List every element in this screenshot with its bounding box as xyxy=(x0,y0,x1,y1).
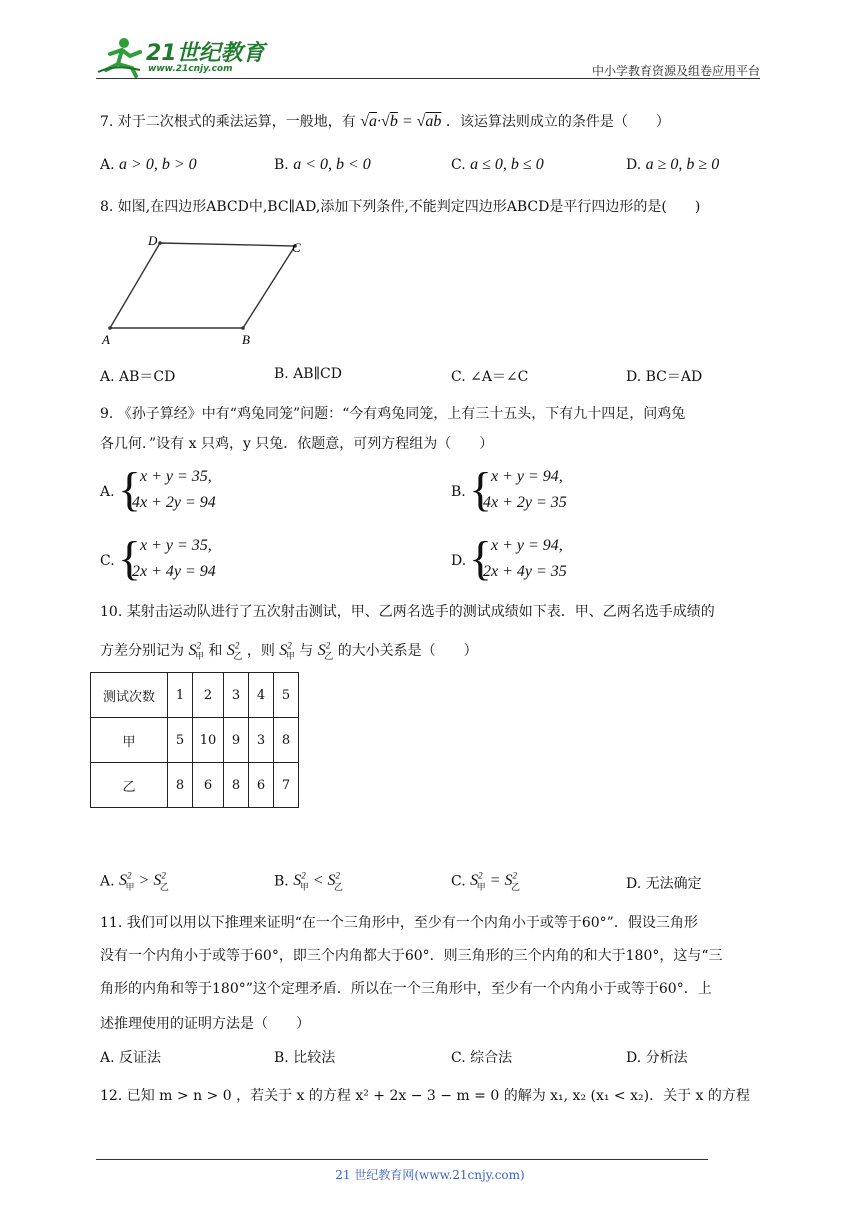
option-math: $S^2_甲 = S^2_乙$ xyxy=(470,871,520,892)
equation-2: 4x + 2y = 35 xyxy=(483,494,567,511)
option-label: C. xyxy=(100,553,115,569)
option-label: B. xyxy=(274,157,289,173)
q8-option-d[interactable]: D. BC＝AD xyxy=(626,369,703,385)
table-row xyxy=(91,763,299,808)
table-cell: 乙 xyxy=(91,763,168,808)
option-label: A. xyxy=(100,873,115,890)
q11-line4: 述推理使用的证明方法是（ ） xyxy=(100,1016,310,1032)
equation-2: 2x + 4y = 94 xyxy=(132,563,216,580)
variance-yi: $S^2_乙$ xyxy=(317,640,334,662)
q10-text-a: 方差分别记为 xyxy=(100,643,184,659)
table-header-row xyxy=(91,673,299,718)
option-label: C. xyxy=(451,157,466,173)
q10-text-b: 和 xyxy=(208,643,223,659)
q10-text-d: 与 xyxy=(299,643,314,659)
option-label: A. xyxy=(100,157,115,173)
table-cell: 6 xyxy=(193,763,224,808)
equation-1: x + y = 35, xyxy=(140,537,212,554)
equation-1: x + y = 94, xyxy=(491,537,563,554)
table-cell: 8 xyxy=(224,763,249,808)
variance-yi: $S^2_乙$ xyxy=(226,640,243,662)
q8-option-b[interactable]: B. AB∥CD xyxy=(274,366,342,382)
q11-line3: 角形的内角和等于180°”这个定理矛盾．所以在一个三角形中，至少有一个内角小于或等于60°．上 xyxy=(100,981,712,997)
q10-line1: 10. 某射击运动队进行了五次射击测试，甲、乙两名选手的测试成绩如下表．甲、乙两名选手成绩的 xyxy=(100,604,715,620)
table-cell: 2 xyxy=(193,673,224,718)
q11-line1: 11. 我们可以用以下推理来证明“在一个三角形中，至少有一个内角小于或等于60°”．假设三角形 xyxy=(100,915,698,931)
q10-option-c[interactable] xyxy=(451,871,520,893)
equation-1: x + y = 35, xyxy=(140,468,212,485)
brace-icon: { xyxy=(469,532,493,585)
q10-text-c: ，则 xyxy=(246,643,275,659)
q7-stem-b: ．该运算法则成立的条件是（ ） xyxy=(445,114,670,130)
label-b: B xyxy=(242,332,250,347)
q10-text-e: 的大小关系是（ ） xyxy=(337,643,478,659)
table-cell: 测试次数 xyxy=(91,673,168,718)
table-cell: 3 xyxy=(249,718,274,763)
q11-option-a[interactable]: A. 反证法 xyxy=(100,1050,162,1066)
q10-option-d[interactable]: D. 无法确定 xyxy=(626,876,702,892)
option-math: $S^2_甲 > S^2_乙$ xyxy=(119,871,169,892)
table-cell: 8 xyxy=(168,763,193,808)
logo-url: www.21cnjy.com xyxy=(148,64,233,74)
q11-option-b[interactable]: B. 比较法 xyxy=(274,1050,336,1066)
q8-option-c[interactable]: C. ∠A＝∠C xyxy=(451,369,529,385)
q7-option-c[interactable] xyxy=(451,156,544,174)
q7-option-b[interactable] xyxy=(274,156,371,174)
logo-text: 21世纪教育 xyxy=(146,41,265,66)
table-cell: 3 xyxy=(224,673,249,718)
footer-link[interactable]: 21 世纪教育网(www.21cnjy.com) xyxy=(335,1168,525,1182)
option-math: $S^2_甲 < S^2_乙$ xyxy=(293,871,344,892)
q9-line2: 各几何．”设有 x 只鸡，y 只兔．依题意，可列方程组为（ ） xyxy=(100,436,494,452)
q7-option-a[interactable] xyxy=(100,156,197,174)
q7-stem xyxy=(100,111,670,131)
option-math: a < 0, b < 0 xyxy=(293,156,371,173)
table-cell: 4 xyxy=(249,673,274,718)
table-cell: 10 xyxy=(193,718,224,763)
q7-formula: √a·√b = √ab xyxy=(360,113,442,130)
table-row xyxy=(91,718,299,763)
q11-option-d[interactable]: D. 分析法 xyxy=(626,1050,688,1066)
label-d: D xyxy=(148,233,158,248)
q10-line2 xyxy=(100,640,478,662)
label-c: C xyxy=(292,240,301,255)
option-label: D. xyxy=(626,157,642,173)
brace-icon: { xyxy=(118,532,142,585)
q8-option-a[interactable]: A. AB＝CD xyxy=(100,369,176,385)
q10-option-a[interactable] xyxy=(100,871,169,893)
variance-jia: $S^2_甲$ xyxy=(188,640,204,662)
score-table xyxy=(90,672,299,808)
relation-sign: < xyxy=(312,872,324,890)
q10-option-b[interactable] xyxy=(274,871,343,893)
option-label: B. xyxy=(274,873,289,890)
footer-divider xyxy=(96,1159,708,1160)
q12-line1: 12. 已知 m > n > 0 ，若关于 x 的方程 x² + 2x − 3 − m = 0 的解为 x₁, x₂ (x₁ < x₂)．关于 x 的方程 xyxy=(100,1088,750,1104)
equation-2: 2x + 4y = 35 xyxy=(483,563,567,580)
table-cell: 8 xyxy=(274,718,299,763)
option-label: C. xyxy=(451,873,466,890)
relation-sign: > xyxy=(138,872,150,890)
table-cell: 7 xyxy=(274,763,299,808)
option-math: a > 0, b > 0 xyxy=(119,156,197,173)
label-a: A xyxy=(102,332,110,347)
brace-icon: { xyxy=(118,463,142,516)
q8-stem: 8. 如图,在四边形ABCD中,BC∥AD,添加下列条件,不能判定四边形ABCD是平行四边形的是( ) xyxy=(100,199,701,215)
q11-line2: 没有一个内角小于或等于60°，即三个内角都大于60°．则三角形的三个内角的和大于180°，这与“三 xyxy=(100,948,723,964)
site-name: 中小学教育资源及组卷应用平台 xyxy=(591,64,760,78)
equation-2: 4x + 2y = 94 xyxy=(132,494,216,511)
relation-sign: = xyxy=(489,872,501,890)
q7-option-d[interactable] xyxy=(626,156,719,174)
table-cell: 5 xyxy=(274,673,299,718)
q9-line1: 9. 《孙子算经》中有“鸡兔同笼”问题：“今有鸡兔同笼，上有三十五头，下有九十四足，问鸡兔 xyxy=(100,406,686,422)
variance-jia: $S^2_甲$ xyxy=(279,640,295,662)
table-cell: 5 xyxy=(168,718,193,763)
table-cell: 1 xyxy=(168,673,193,718)
q7-stem-a: 7. 对于二次根式的乘法运算，一般地，有 xyxy=(100,114,356,130)
option-label: B. xyxy=(451,484,466,500)
site-logo xyxy=(96,34,266,78)
q11-option-c[interactable]: C. 综合法 xyxy=(451,1050,513,1066)
equation-1: x + y = 94, xyxy=(491,468,563,485)
brace-icon: { xyxy=(469,463,493,516)
parallelogram-figure xyxy=(100,230,320,350)
table-cell: 9 xyxy=(224,718,249,763)
option-label: A. xyxy=(100,484,115,500)
option-math: a ≥ 0, b ≥ 0 xyxy=(645,156,720,173)
header-divider xyxy=(96,78,760,79)
option-math: a ≤ 0, b ≤ 0 xyxy=(470,156,544,173)
option-label: D. xyxy=(451,553,467,569)
table-cell: 6 xyxy=(249,763,274,808)
table-cell: 甲 xyxy=(91,718,168,763)
